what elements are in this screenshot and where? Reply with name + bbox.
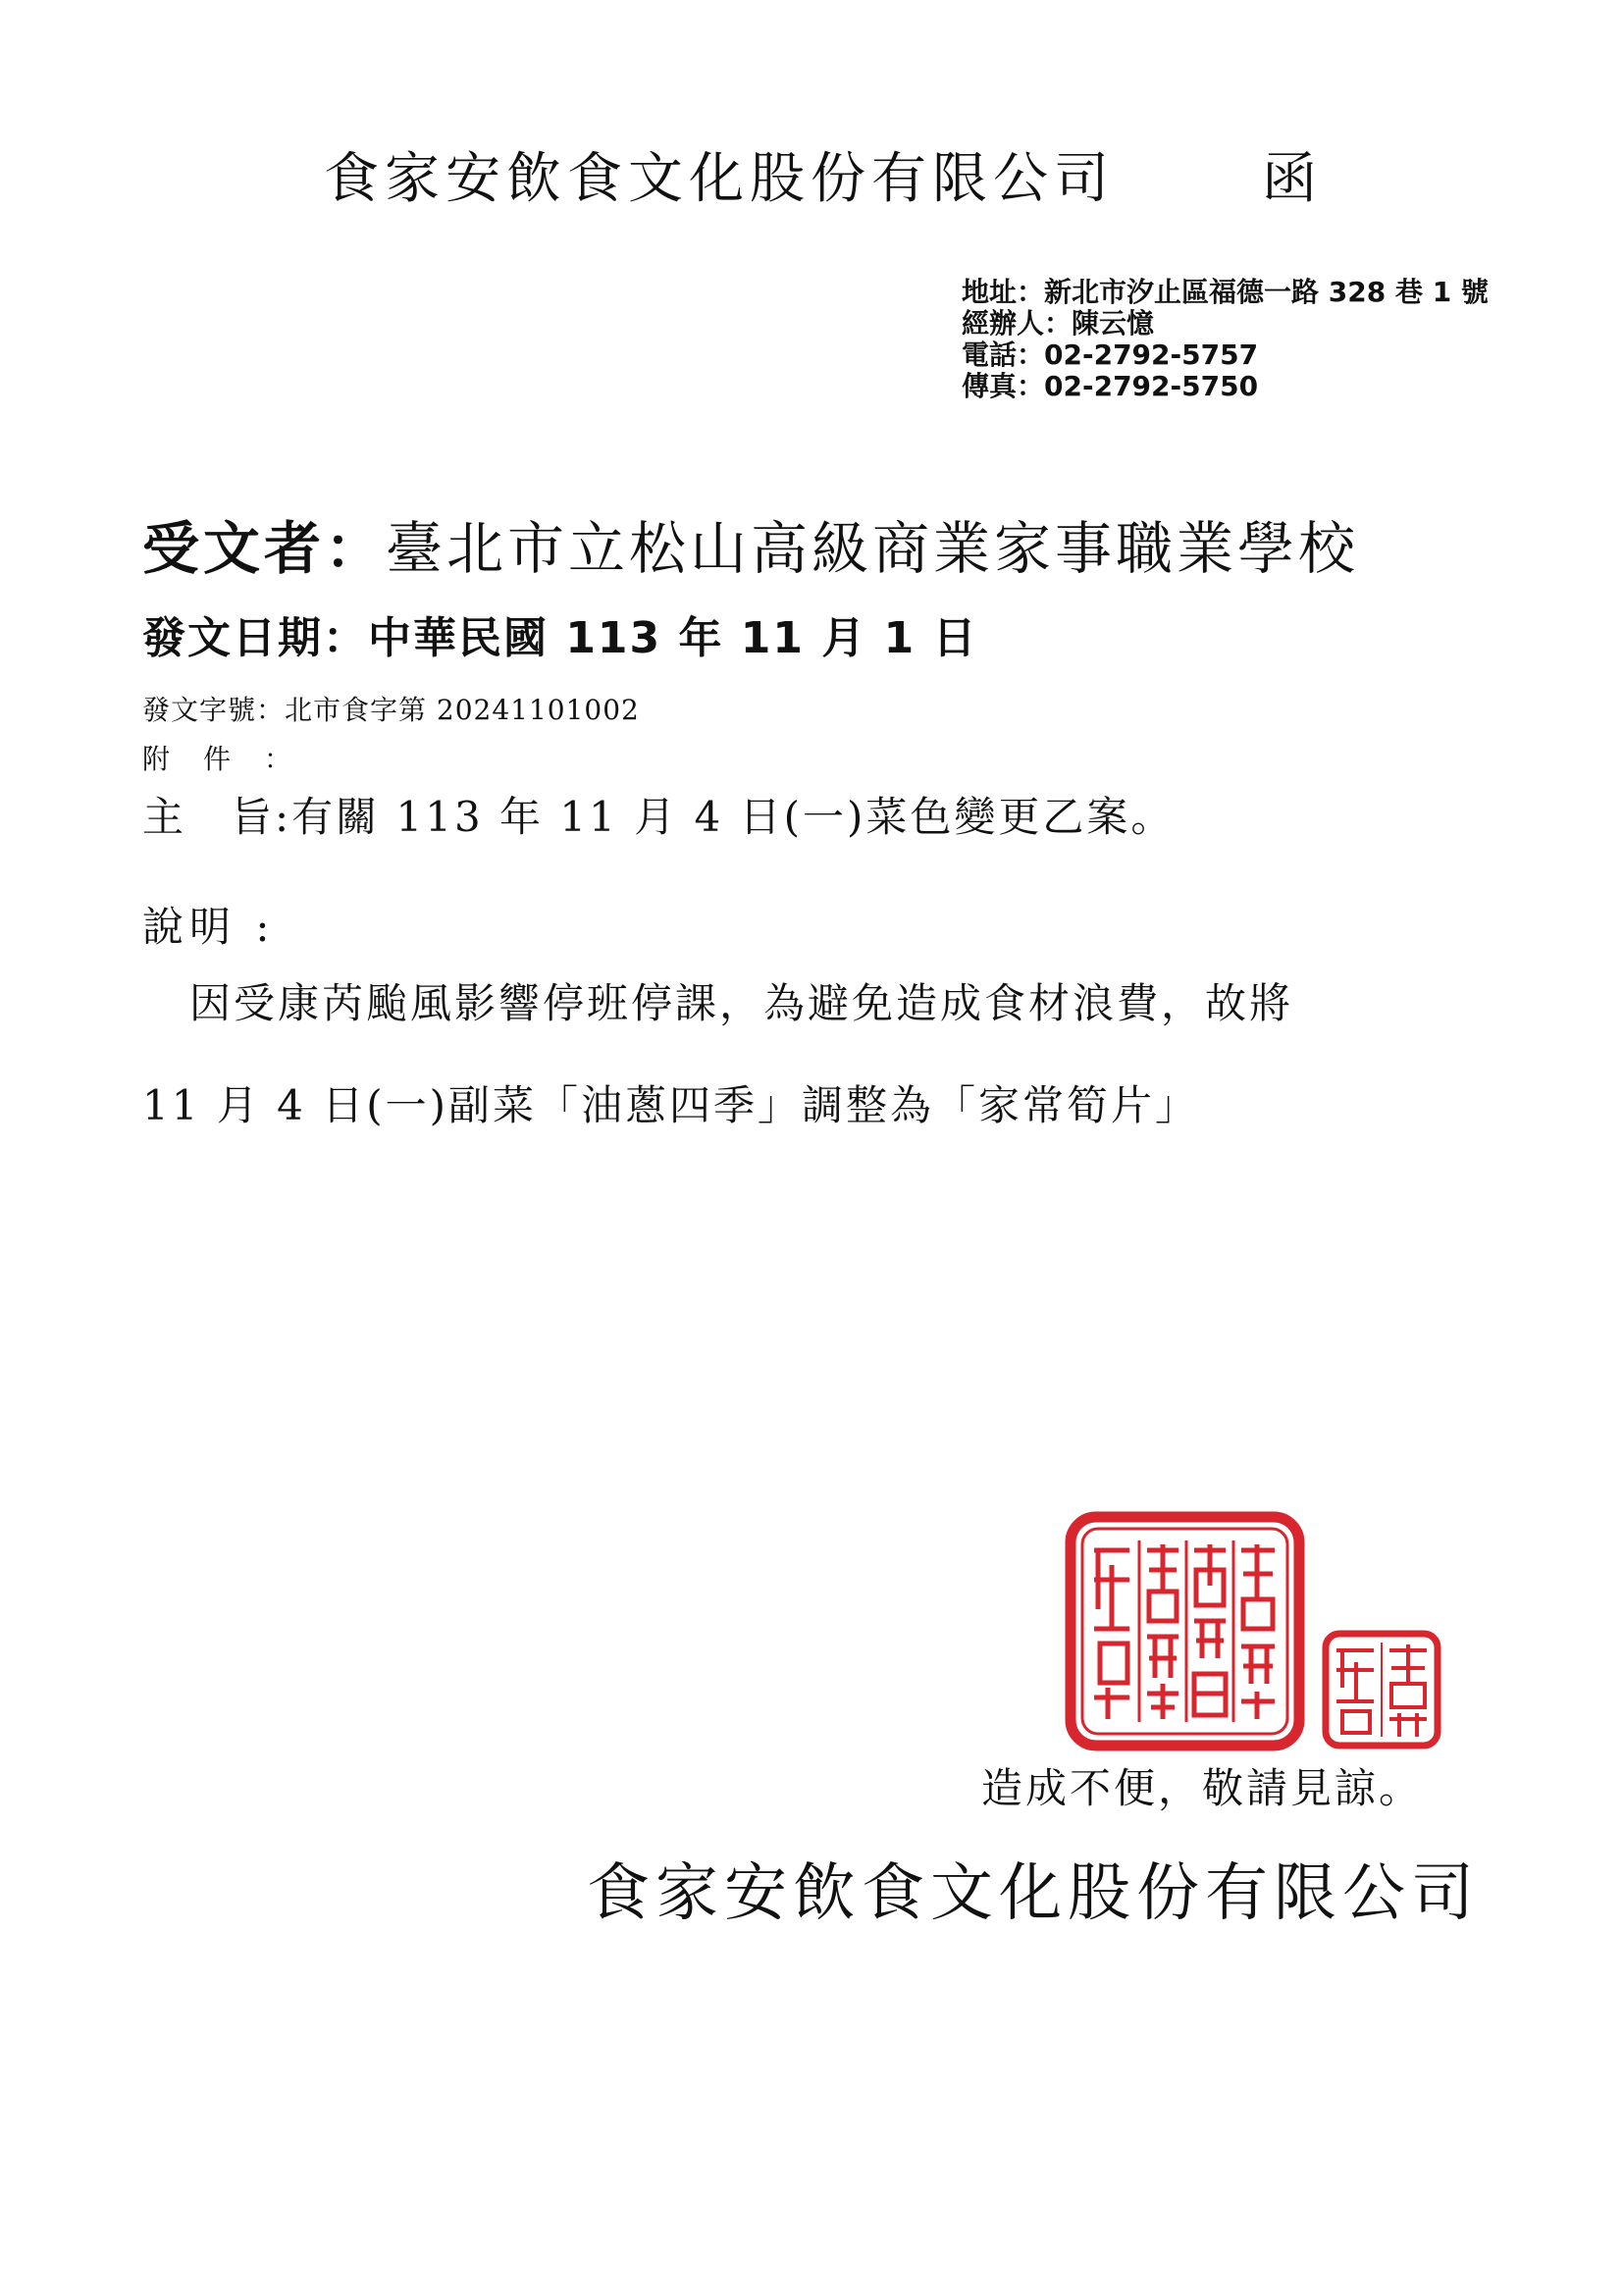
recipient-value: 臺北市立松山高級商業家事職業學校 (386, 515, 1360, 582)
issue-date-label: 發文日期： (142, 613, 368, 663)
subject-value: 有關 113 年 11 月 4 日(一)菜色變更乙案。 (291, 793, 1176, 841)
recipient-line (142, 502, 1359, 585)
issue-date-value: 中華民國 113 年 11 月 1 日 (368, 613, 978, 663)
attachment-colon: ： (264, 743, 292, 775)
doc-number-label: 發文字號： (142, 694, 286, 726)
apology-text: 造成不便，敬請見諒。 (981, 1764, 1424, 1812)
attachment-line (142, 738, 291, 777)
representative-seal-stamp (1321, 1629, 1442, 1750)
company-seal-stamp (1065, 1511, 1305, 1751)
contact-block (962, 277, 1489, 402)
description-line-1: 因受康芮颱風影響停班停課，為避免造成食材浪費，故將 (189, 979, 1294, 1027)
fax: 傳真：02-2792-5750 (962, 370, 1259, 402)
closing-company: 食家安飲食文化股份有限公司 (587, 1857, 1480, 1930)
address: 地址：新北市汐止區福德一路 328 巷 1 號 (962, 276, 1489, 308)
description-line-2: 11 月 4 日(一)副菜「油蔥四季」調整為「家常筍片」 (142, 1081, 1199, 1129)
letter-header (324, 135, 1323, 214)
attachment-label: 附件 (142, 743, 265, 775)
doc-type: 函 (1262, 147, 1323, 211)
subject-label: 主 旨: (142, 793, 292, 841)
doc-number-line (142, 689, 640, 728)
subject-line (142, 785, 1175, 844)
phone: 電話：02-2792-5757 (962, 339, 1259, 371)
doc-number-value: 北市食字第 20241101002 (285, 694, 640, 726)
description-label: 說明 : (142, 903, 276, 951)
recipient-label: 受文者： (142, 515, 387, 582)
issue-date-line (142, 602, 978, 665)
company-title: 食家安飲食文化股份有限公司 (324, 147, 1115, 211)
handler: 經辦人：陳云憶 (962, 307, 1155, 339)
